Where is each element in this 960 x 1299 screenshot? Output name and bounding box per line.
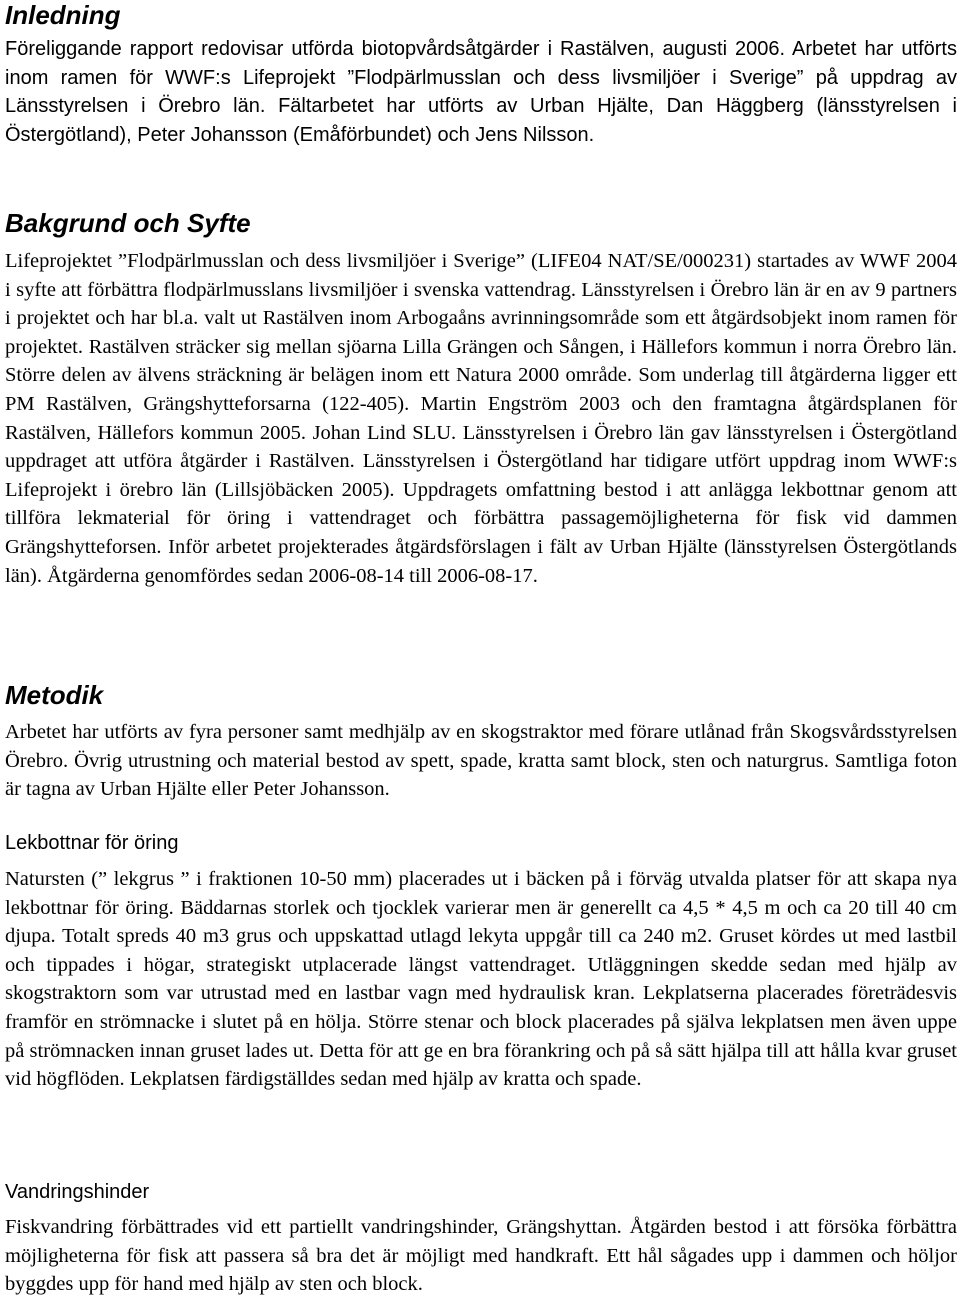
- heading-lekbottnar-for-oring: Lekbottnar för öring: [5, 832, 179, 854]
- heading-bakgrund-och-syfte: Bakgrund och Syfte: [5, 208, 251, 238]
- paragraph-vandringshinder: Fiskvandring förbättrades vid ett partiellt vandringshinder, Grängshyttan. Åtgärden bestod i att försöka förbättra möjligheterna för fisk att passera så bra det är möjligt med handkraft. Ett hål sågades upp i dammen och höljor byggdes upp för hand med hjälp av sten och block.: [5, 1216, 957, 1296]
- paragraph-bakgrund-och-syfte: Lifeprojektet ”Flodpärlmusslan och dess livsmiljöer i Sverige” (LIFE04 NAT/SE/000231) startades av WWF 2004 i syfte att förbättra flodpärlmusslans livsmiljöer i svenska vattendrag. Länsstyrelsen i Örebro län är en av 9 partners i projektet och har bl.a. valt ut Rastälven inom Arbogaåns avrinningsområde som ett åtgärdsobjekt inom ramen för projektet. Rastälven sträcker sig mellan sjöarna Lilla Grängen och Sången, i Hällefors kommun i norra Örebro län. Större delen av älvens sträckning är belägen inom ett Natura 2000 område. Som underlag till åtgärderna ligger ett PM Rastälven, Grängshytteforsarna (122-405). Martin Engström 2003 och den framtagna åtgärdsplanen för Rastälven, Hällefors kommun 2005. Johan Lind SLU. Länsstyrelsen i Örebro län gav länsstyrelsen i Östergötland uppdraget att utföra åtgärder i Rastälven. Länsstyrelsen i Östergötland har tidigare utfört uppdrag inom WWF:s Lifeprojekt i örebro län (Lillsjöbäcken 2005). Uppdragets omfattning bestod i att anlägga lekbottnar genom att tillföra lekmaterial för öring i vattendraget och förbättra passagemöjligheterna för fisk vid dammen Grängshytteforsen. Inför arbetet projekterades åtgärdsförslagen i fält av Urban Hjälte (länsstyrelsen Östergötlands län). Åtgärderna genomfördes sedan 2006-08-14 till 2006-08-17.: [5, 250, 957, 587]
- paragraph-inledning: Föreliggande rapport redovisar utförda biotopvårdsåtgärder i Rastälven, augusti 2006. Arbetet har utförts inom ramen för WWF:s Lifeprojekt ”Flodpärlmusslan och dess livsmiljöer i Sverige” på uppdrag av Länsstyrelsen i Örebro län. Fältarbetet har utförts av Urban Hjälte, Dan Häggberg (länsstyrelsen i Östergötland), Peter Johansson (Emåförbundet) och Jens Nilsson.: [5, 38, 957, 146]
- heading-metodik: Metodik: [5, 680, 104, 710]
- paragraph-metodik: Arbetet har utförts av fyra personer samt medhjälp av en skogstraktor med förare utlånad från Skogsvårdsstyrelsen Örebro. Övrig utrustning och material bestod av spett, spade, kratta samt block, sten och naturgrus. Samtliga foton är tagna av Urban Hjälte eller Peter Johansson.: [5, 721, 957, 801]
- paragraph-lekbottnar-for-oring: Natursten (” lekgrus ” i fraktionen 10-50 mm) placerades ut i bäcken på i förväg utvalda platser för att skapa nya lekbottnar för öring. Bäddarnas storlek och tjocklek varierar men är generellt ca 4,5 * 4,5 m och ca 20 till 40 cm djupa. Totalt spreds 40 m3 grus och uppskattad utlagd lekyta uppgår till ca 240 m2. Gruset kördes ut med lastbil och tippades i högar, strategiskt utplacerade längst vattendraget. Utläggningen skedde sedan med hjälp av skogstraktorn som var utrustad med en lastbar vagn med hydraulisk kran. Lekplatserna placerades företrädesvis framför en strömnacke i slutet på en hölja. Större stenar och block placerades på själva lekplatsen men även uppe på strömnacken innan gruset lades ut. Detta för att ge en bra förankring och på så sätt hjälpa till att hålla kvar gruset vid högflöden. Lekplatsen färdigställdes sedan med hjälp av kratta och spade.: [5, 868, 957, 1091]
- heading-vandringshinder: Vandringshinder: [5, 1181, 150, 1203]
- heading-inledning: Inledning: [5, 0, 121, 30]
